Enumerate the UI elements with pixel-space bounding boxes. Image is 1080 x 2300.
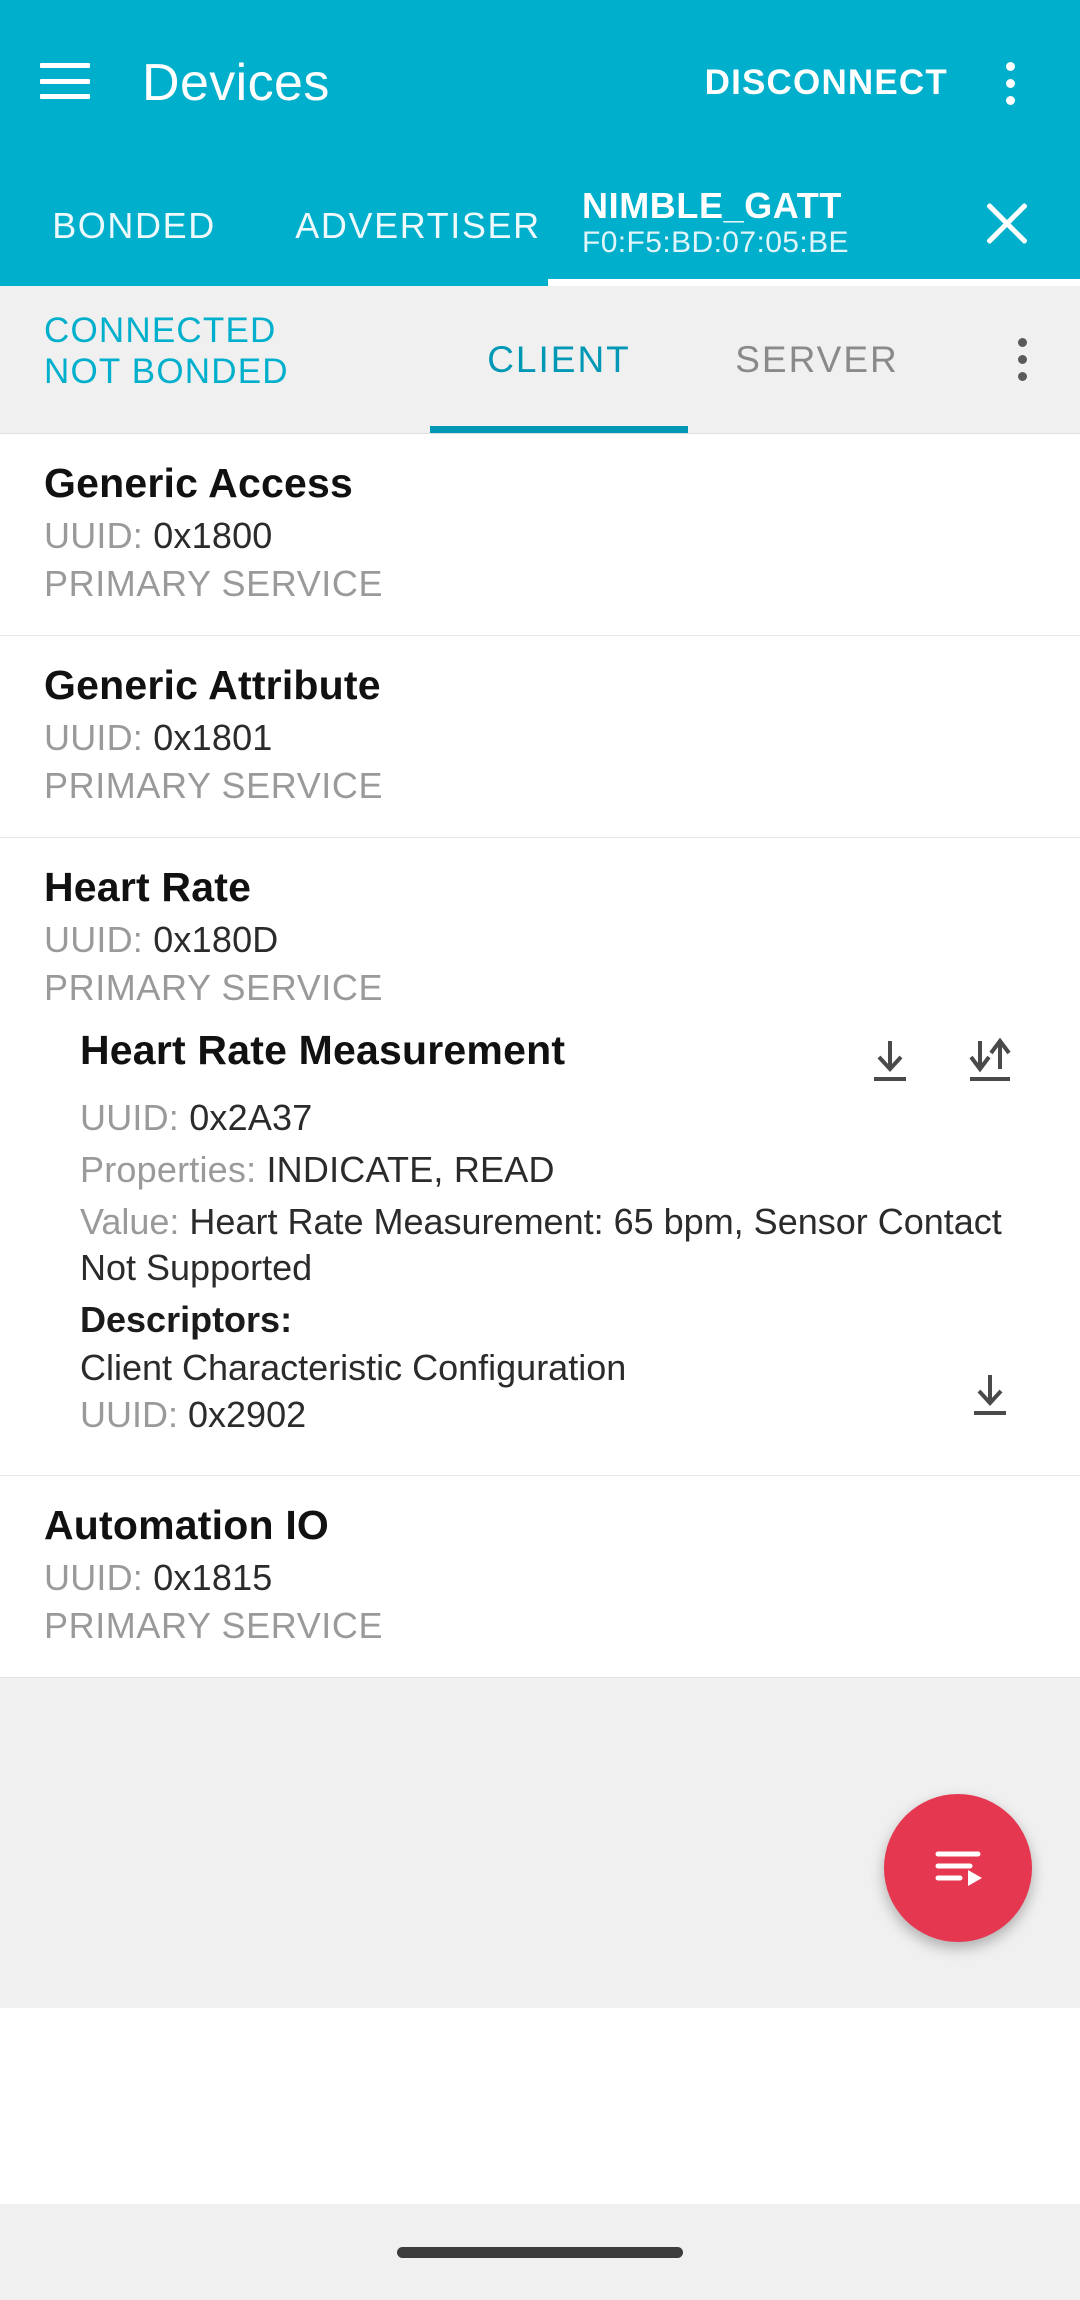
bond-state-text: NOT BONDED — [44, 352, 289, 392]
device-tab-bar — [0, 166, 1080, 286]
subscribe-indicate-icon[interactable] — [962, 1033, 1018, 1089]
app-bar — [0, 0, 1080, 286]
client-server-tabs — [430, 286, 946, 433]
uuid-value: 0x180D — [153, 919, 279, 960]
uuid-label: UUID: — [44, 919, 143, 960]
characteristic-value — [80, 1199, 1036, 1291]
log-fab-button[interactable] — [884, 1794, 1032, 1942]
uuid-label: UUID: — [44, 1556, 143, 1598]
uuid-value: 0x1815 — [153, 1556, 273, 1598]
service-uuid — [44, 1557, 1036, 1599]
uuid-value: 0x2A37 — [189, 1097, 313, 1138]
characteristic-item[interactable] — [44, 1009, 1036, 1445]
descriptor-name: Client Characteristic Configuration — [80, 1347, 627, 1389]
value-text: Heart Rate Measurement: 65 bpm, Sensor Contact Not Supported — [80, 1201, 1002, 1289]
tab-bonded[interactable]: BONDED — [52, 205, 216, 246]
descriptor-actions — [962, 1345, 1036, 1423]
dot — [1018, 372, 1027, 381]
gatt-service-list — [0, 434, 1080, 1678]
uuid-value: 0x1801 — [153, 717, 273, 758]
descriptors-label: Descriptors: — [80, 1299, 293, 1341]
tab-device-nimble-gatt[interactable] — [548, 166, 1080, 286]
service-name: Heart Rate — [44, 864, 252, 910]
connection-status-bar — [0, 286, 1080, 434]
empty-area — [0, 1678, 1080, 2008]
system-navigation-bar — [0, 2204, 1080, 2300]
uuid-value: 0x2902 — [188, 1394, 307, 1436]
service-type: PRIMARY SERVICE — [44, 967, 384, 1008]
list-item[interactable] — [0, 636, 1080, 838]
device-tab-address: F0:F5:BD:07:05:BE — [582, 225, 849, 259]
dot — [1018, 355, 1027, 364]
service-type: PRIMARY SERVICE — [44, 563, 384, 604]
service-type: PRIMARY SERVICE — [44, 1604, 384, 1646]
device-tab-name: NIMBLE_GATT — [582, 184, 842, 226]
connection-state-text: CONNECTED — [44, 311, 277, 350]
hamburger-menu-icon[interactable] — [40, 63, 90, 99]
uuid-value: 0x1800 — [153, 515, 273, 556]
home-gesture-pill[interactable] — [397, 2247, 683, 2258]
download-read-icon[interactable] — [962, 1367, 1018, 1423]
service-uuid — [44, 515, 1036, 557]
descriptor-text-block — [80, 1345, 962, 1439]
service-type: PRIMARY SERVICE — [44, 765, 384, 806]
service-name: Generic Attribute — [44, 662, 381, 708]
characteristic-actions — [862, 1027, 1036, 1089]
hamburger-line — [40, 79, 90, 84]
uuid-label: UUID: — [44, 515, 143, 556]
descriptor-item[interactable] — [80, 1345, 1036, 1439]
dot — [1018, 338, 1027, 347]
log-playlist-icon — [926, 1836, 990, 1900]
properties-label: Properties: — [80, 1149, 257, 1191]
uuid-label: UUID: — [80, 1394, 178, 1436]
device-tab-labels — [582, 186, 849, 260]
close-icon[interactable] — [978, 194, 1036, 252]
characteristic-uuid — [80, 1095, 1036, 1141]
app-bar-top-row — [0, 0, 1080, 166]
disconnect-button[interactable]: DISCONNECT — [699, 53, 954, 113]
characteristic-properties — [80, 1147, 1036, 1193]
page-title: Devices — [142, 54, 330, 112]
tab-server[interactable]: SERVER — [735, 338, 899, 380]
list-item[interactable] — [0, 434, 1080, 636]
download-read-icon[interactable] — [862, 1033, 918, 1089]
service-name: Automation IO — [44, 1501, 330, 1548]
characteristic-name: Heart Rate Measurement — [80, 1027, 566, 1073]
dot — [1006, 62, 1015, 71]
more-vertical-icon[interactable] — [980, 53, 1040, 113]
app-bar-actions — [699, 53, 1040, 113]
tab-client[interactable]: CLIENT — [430, 286, 688, 433]
uuid-label: UUID: — [44, 717, 143, 758]
connection-state-block — [0, 286, 420, 433]
service-uuid — [44, 717, 1036, 759]
tab-advertiser[interactable]: ADVERTISER — [295, 205, 541, 246]
service-name: Generic Access — [44, 460, 353, 506]
service-uuid — [44, 919, 1036, 961]
hamburger-line — [40, 94, 90, 99]
more-vertical-icon[interactable] — [992, 330, 1052, 390]
dot — [1006, 96, 1015, 105]
dot — [1006, 79, 1015, 88]
list-item[interactable] — [0, 838, 1080, 1476]
characteristic-header — [80, 1027, 1036, 1089]
descriptor-uuid — [80, 1392, 962, 1439]
uuid-label: UUID: — [80, 1097, 179, 1138]
list-item[interactable] — [0, 1476, 1080, 1678]
hamburger-line — [40, 63, 90, 68]
value-label: Value: — [80, 1201, 180, 1243]
properties-value: INDICATE, READ — [266, 1149, 555, 1191]
